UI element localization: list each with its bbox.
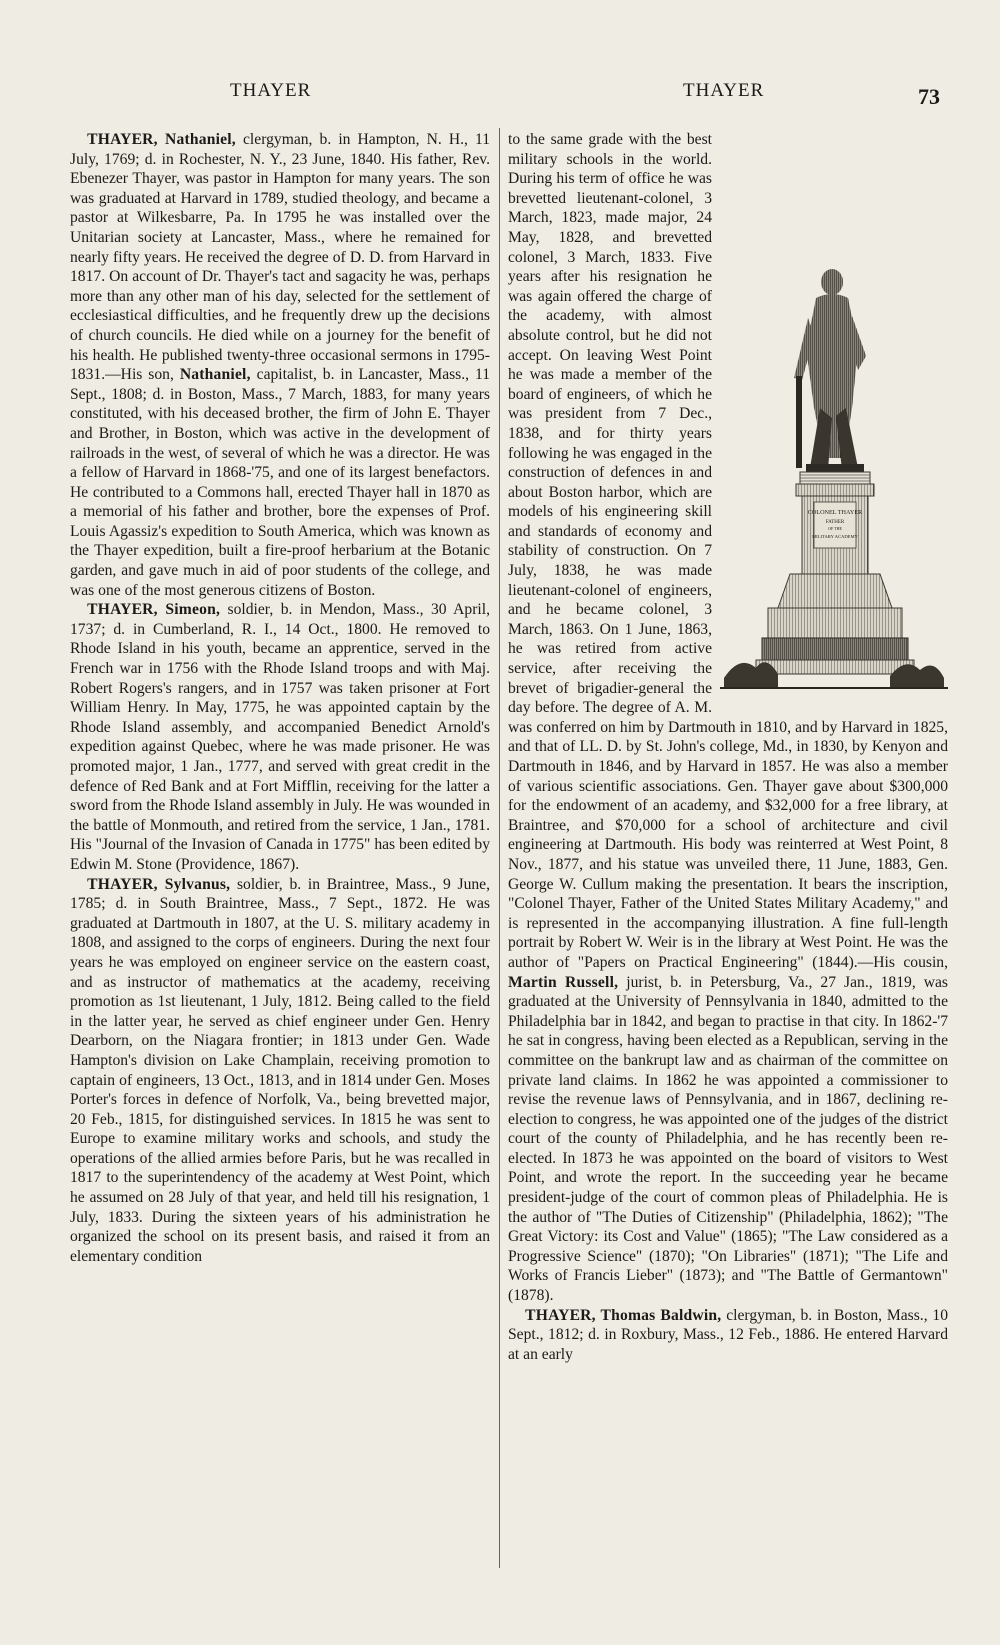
statue-pedestal	[756, 472, 914, 674]
entry-text: clergyman, b. in Boston, Mass., 10 Sept., 1812; d. in Roxbury, Mass., 12 Feb., 1886. He entered Harvard at an early	[508, 1306, 949, 1363]
inscription-line-1: COLONEL THAYER	[807, 509, 863, 516]
column-divider	[499, 128, 500, 1568]
page-number: 73	[918, 84, 940, 109]
running-head-right: THAYER	[683, 80, 765, 101]
entry-text: capitalist, b. in Lancaster, Mass., 11 Sept., 1808; d. in Boston, Mass., 7 March, 1883, for many years constituted, with his deceased brother, the firm of John E. Thayer and Brother, in Boston, which was active in the development of railroads in the west, of several of which he was a director. He was a fellow of Harvard in 1868-'75, and one of its largest benefactors. He contributed to a Commons hall, erected Thayer hall in 1870 as a memorial of his father and brother, bore the expenses of Prof. Louis Agassiz's expedition to South America, which was known as the Thayer expedition, built a fire-proof herbarium at the Botanic garden, and gave much in aid of poor students of the college, and was one of the most generous citizens of Boston.	[70, 366, 491, 599]
entry-headword: THAYER, Nathaniel,	[87, 131, 236, 148]
entry-text: soldier, b. in Braintree, Mass., 9 June, 1785; d. in South Braintree, Mass., 7 Sept., 1872. He was graduated at Dartmouth in 1807, at the U. S. military academy in 1808, and assigned to the corps of engineers. During the next four years he was employed on engineer service on the eastern coast, and as instructor of mathematics at the academy, receiving promotion as 1st lieutenant, 1 July, 1812. Being called to the field in the latter year, he served as chief engineer under Gen. Henry Dearborn, on the Niagara frontier; in 1813 under Gen. Wade Hampton's division on Lake Champlain, receiving promotion to captain of engineers, 13 Oct., 1813, and in 1814 under Gen. Moses Porter's forces in defence of Norfolk, Va., being brevetted major, 20 Feb., 1815, for distinguished services. In 1815 he was sent to Europe to examine military works and schools, and study the operations of the allied armies before Paris, but he was recalled in 1817 to the superintendency of the academy at West Point, which he assumed on 28 July of that year, and held till his resignation, 1 July, 1833. During the sixteen years of his administration he organized the school on its present basis, and raised it from an elementary condition	[70, 875, 491, 1265]
inscription-line-4: MILITARY ACADEMY	[812, 534, 858, 539]
entry-headword: THAYER, Thomas Baldwin,	[525, 1306, 722, 1324]
inscription-line-2: FATHER	[825, 520, 845, 525]
statue-figure	[794, 269, 866, 472]
entry-nathaniel-thayer	[70, 130, 490, 600]
statue-illustration	[720, 258, 948, 698]
left-column	[70, 130, 490, 1266]
entry-simeon-thayer	[70, 600, 490, 874]
entry-text: to the same grade with the best military schools in the world. During his term of office he was brevetted lieutenant-colonel, 3 March, 1823, made major, 24 May, 1828, and brevetted colonel, 3 March, 1833. Five years after his resignation he was again offered the charge of the academy, with almost absolute control, but he did not accept. On leaving West Point he was made a member of the board of engineers, of which he was president from 7 Dec., 1838, and for thirty years following he was engaged in the construction of defences in and about Boston harbor, which are models of his engineering skill and standards of economy and stability of construction. On 7 July, 1838, he was made lieutenant-colonel of engineers, and he became colonel, 3 March, 1863. On 1 June, 1863, he was retired from active service, after receiving the brevet of brigadier-general the day before. The degree of A. M. was conferred on him by Dartmouth in 1810, and by Harvard in 1825, and that of LL. D. by St. John's college, Md., in 1830, by Kenyon and Dartmouth in 1846, and by Harvard in 1857. He was also a member of various scientific associations. Gen. Thayer gave about $300,000 for the endowment of an academy, and $32,000 for a free library, at Braintree, and $70,000 for a school of architecture and civil engineering at Dartmouth. His body was reinterred at West Point, 8 Nov., 1877, and his statue was unveiled there, 11 June, 1883, Gen. George W. Cullum making the presentation. It bears the inscription, "Colonel Thayer, Father of the United States Military Academy," and is represented in the accompanying illustration. A fine full-length portrait by Robert W. Weir is in the library at West Point. He was the author of "Papers on Practical Engineering" (1844).—His cousin,	[508, 131, 948, 971]
entry-thomas-baldwin-thayer	[508, 1306, 948, 1365]
sub-entry-headword: Nathaniel,	[179, 366, 251, 384]
sub-entry-headword: Martin Russell,	[508, 973, 619, 991]
entry-headword: THAYER, Simeon,	[87, 601, 221, 619]
right-column	[508, 130, 948, 1364]
entry-sylvanus-thayer	[70, 875, 490, 1267]
running-head-left: THAYER	[230, 80, 312, 101]
entry-text: soldier, b. in Mendon, Mass., 30 April, 1737; d. in Cumberland, R. I., 14 Oct., 1800. He removed to Rhode Island in his youth, became an apprentice, served in the French war in 1756 with the Rhode Island troops and with Maj. Robert Rogers's rangers, and in 1757 was taken prisoner at Fort William Henry. In May, 1775, he was appointed captain by the Rhode Island assembly, and accompanied Benedict Arnold's expedition against Quebec, where he was made prisoner. He was promoted major, 1 Jan., 1777, and served with great credit in the defence of Red Bank and at Fort Mifflin, receiving for the latter a sword from the Rhode Island assembly in July. He was wounded in the battle of Monmouth, and retired from the service, 1 Jan., 1781. His "Journal of the Invasion of Canada in 1775" has been edited by Edwin M. Stone (Providence, 1867).	[70, 601, 490, 873]
entry-text: jurist, b. in Petersburg, Va., 27 Jan., 1819, was graduated at the University of Pennsylvania in 1840, admitted to the Philadelphia bar in 1842, and began to practise in that city. In 1862-'7 he sat in congress, having been elected as a Republican, serving in the committee on the bankrupt law and as chairman of the committee on private land claims. In 1862 he was appointed a commissioner to revise the revenue laws of Pennsylvania, and in 1867, declining re-election to congress, he was appointed one of the judges of the district court of the county of Philadelphia, and he has recently been re-elected. In 1873 he was appointed on the board of visitors to West Point, and wrote the report. In the succeeding year he became president-judge of the court of common pleas of Philadelphia. He is the author of "The Duties of Citizenship" (Philadelphia, 1862); "The Great Victory: its Cost and Value" (1865); "The Law considered as a Progressive Science" (1870); "On Libraries" (1871); "The Life and Works of Francis Lieber" (1873); and "The Battle of Germantown" (1878).	[508, 973, 948, 1305]
entry-text: clergyman, b. in Hampton, N. H., 11 July, 1769; d. in Rochester, N. Y., 23 June, 1840. His father, Rev. Ebenezer Thayer, was pastor in Hampton for many years. The son was graduated at Harvard in 1789, studied theology, and became a pastor at Wilkesbarre, Pa. In 1795 he was installed over the Unitarian society at Lancaster, Mass., where he remained for nearly fifty years. He received the degree of D. D. from Harvard in 1817. On account of Dr. Thayer's tact and sagacity he was, perhaps more than any other man of his day, selected for the settlement of ecclesiastical difficulties, and he frequently drew up the decisions of church councils. He died while on a journey for the benefit of his health. He published twenty-three occasional sermons in 1795-1831.—His son,	[70, 131, 490, 384]
inscription-line-3: OF THE	[828, 526, 842, 531]
statue-engraving-image	[720, 258, 948, 698]
entry-headword: THAYER, Sylvanus,	[87, 875, 231, 893]
